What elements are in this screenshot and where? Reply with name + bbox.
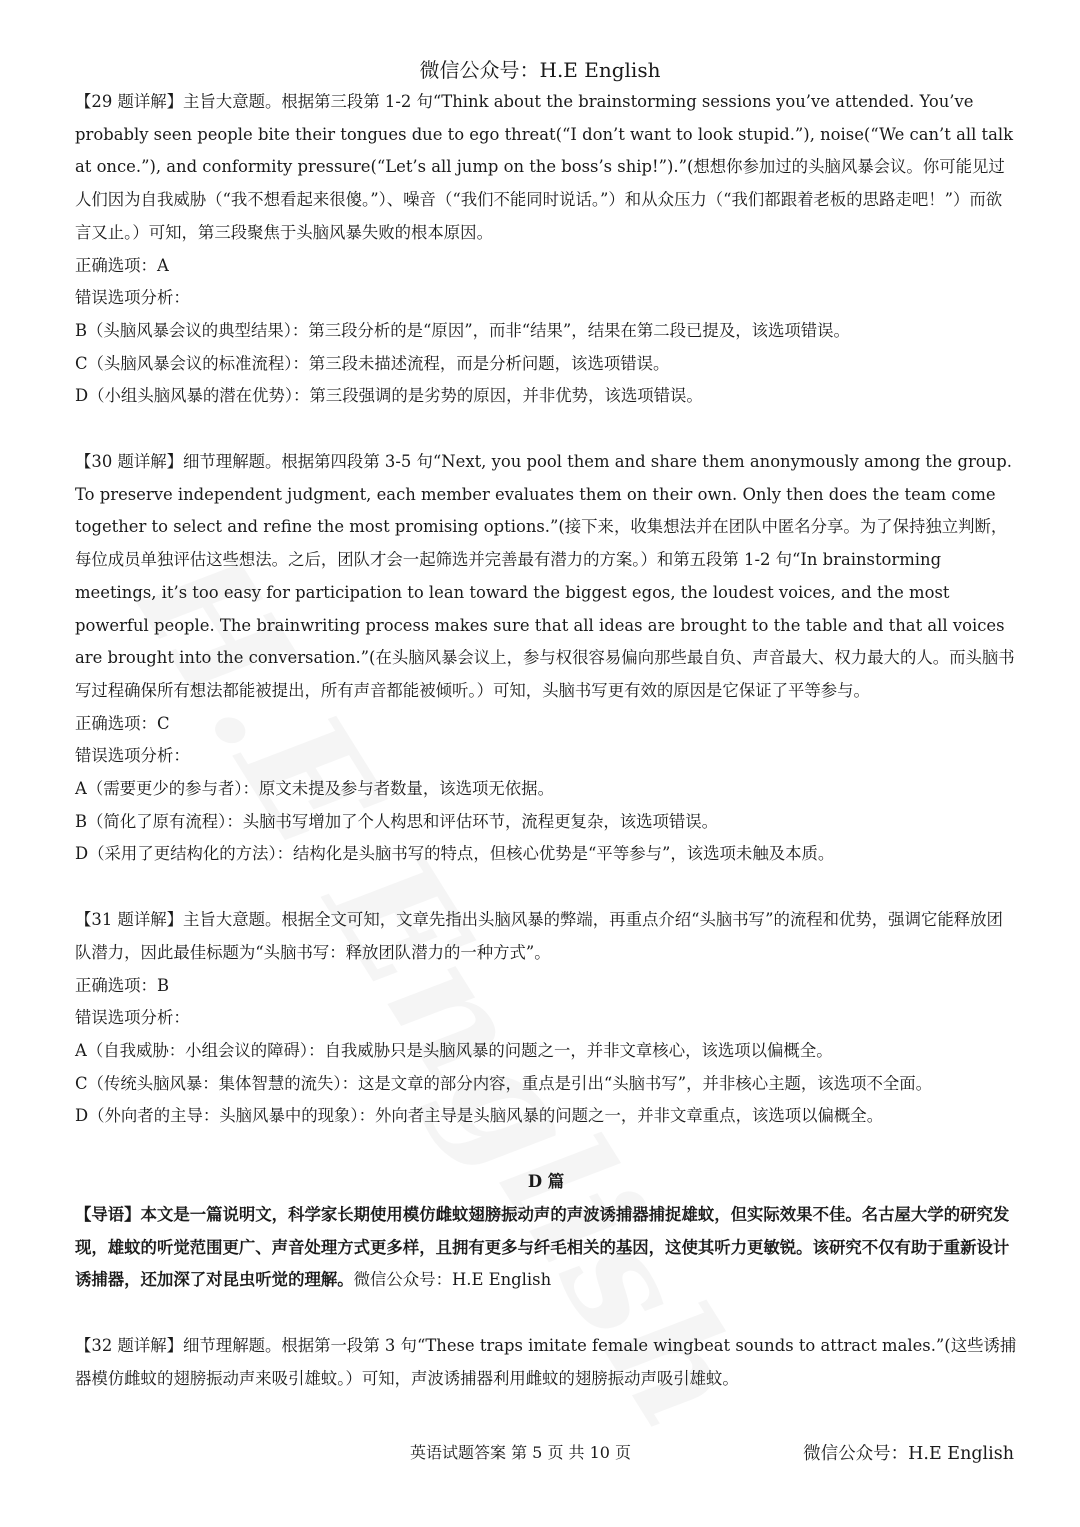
- lead-suffix: 微信公众号：H.E English: [353, 1270, 552, 1290]
- document-body: [75, 86, 1017, 1395]
- q29-answer: 正确选项：A: [75, 255, 169, 275]
- q29-analysis-label: 错误选项分析：: [75, 288, 190, 308]
- spacer: [75, 871, 1017, 904]
- q31-answer: 正确选项：B: [75, 975, 169, 995]
- q31-analysis: 【31 题详解】主旨大意题。根据全文可知，文章先指出头脑风暴的弊端，再重点介绍“头脑书写”的流程和优势，强调它能释放团队潜力，因此最佳标题为“头脑书写：释放团队潜力的一种方式”。: [75, 910, 1003, 962]
- q29-option-b: B（头脑风暴会议的典型结果）：第三段分析的是“原因”，而非“结果”，结果在第二段已提及，该选项错误。: [75, 320, 850, 340]
- q30-option-b: B（简化了原有流程）：头脑书写增加了个人构思和评估环节，流程更复杂，该选项错误。: [75, 811, 719, 831]
- q30-analysis: 【30 题详解】细节理解题。根据第四段第 3-5 句“Next, you pool them and share them anonymously among the group. To preserve independent judgment, each member evaluates them on their own. Only then does the team come together to select and refine the most promising options.”(接下来，收集想法并在团队中匿名分享。为了保持独立判断，每位成员单独评估这些想法。之后，团队才会一起筛选并完善最有潜力的方案。）和第五段第 1-2 句“In brainstorming meetings, it’s too easy for participation to lean toward the biggest egos, the loudest voices, and the most powerful people. The brainwriting process makes sure that all ideas are brought to the table and that all voices are brought into the conversation.”(在头脑风暴会议上，参与权很容易偏向那些最自负、声音最大、权力最大的人。而头脑书写过程确保所有想法都能被提出，所有声音都能被倾听。）可知，头脑书写更有效的原因是它保证了平等参与。: [75, 452, 1015, 700]
- page-footer: [0, 1440, 1080, 1468]
- q31-option-d: D（外向者的主导：头脑风暴中的现象）：外向者主导是头脑风暴的问题之一，并非文章重点，该选项以偏概全。: [75, 1106, 884, 1126]
- section-d: [75, 1166, 1017, 1297]
- q31-option-c: C（传统头脑风暴：集体智慧的流失）：这是文章的部分内容，重点是引出“头脑书写”，并非核心主题，该选项不全面。: [75, 1073, 933, 1093]
- q29-option-c: C（头脑风暴会议的标准流程）：第三段未描述流程，而是分析问题，该选项错误。: [75, 353, 670, 373]
- section-d-lead: [75, 1199, 1017, 1297]
- q30-analysis-label: 错误选项分析：: [75, 746, 190, 766]
- spacer: [75, 1297, 1017, 1330]
- question-31-explanation: [75, 904, 1017, 1133]
- question-29-explanation: [75, 86, 1017, 413]
- page-number: 英语试题答案 第 5 页 共 10 页: [410, 1443, 632, 1462]
- spacer: [75, 413, 1017, 446]
- q30-answer: 正确选项：C: [75, 713, 170, 733]
- q30-option-a: A（需要更少的参与者）：原文未提及参与者数量，该选项无依据。: [75, 779, 554, 799]
- q29-analysis: 【29 题详解】主旨大意题。根据第三段第 1-2 句“Think about the brainstorming sessions you’ve attended. You’ve probably seen people bite their tongues due to ego threat(“I don’t want to look stupid.”), noise(“We can’t all talk at once.”), and conformity pressure(“Let’s all jump on the boss’s ship!”).”(想想你参加过的头脑风暴会议。你可能见过人们因为自我威胁（“我不想看起来很傻。”）、噪音（“我们不能同时说话。”）和从众压力（“我们都跟着老板的思路走吧！”）而欲言又止。）可知，第三段聚焦于头脑风暴失败的根本原因。: [75, 92, 1014, 242]
- lead-text: 【导语】本文是一篇说明文，科学家长期使用模仿雌蚊翅膀振动声的声波诱捕器捕捉雄蚊，但实际效果不佳。名古屋大学的研究发现，雄蚊的听觉范围更广、声音处理方式更多样，且拥有更多与纤毛相关的基因，这使其听力更敏锐。该研究不仅有助于重新设计诱捕器，还加深了对昆虫听觉的理解。: [75, 1204, 1010, 1290]
- question-30-explanation: [75, 446, 1017, 871]
- footer-wechat: 微信公众号：H.E English: [803, 1444, 1014, 1464]
- q31-option-a: A（自我威胁：小组会议的障碍）：自我威胁只是头脑风暴的问题之一，并非文章核心，该选项以偏概全。: [75, 1040, 833, 1060]
- question-32-explanation: [75, 1330, 1017, 1395]
- section-d-title: D 篇: [527, 1172, 565, 1192]
- q32-analysis: 【32 题详解】细节理解题。根据第一段第 3 句“These traps imitate female wingbeat sounds to attract males.”(这些诱捕器模仿雌蚊的翅膀振动声来吸引雄蚊。）可知，声波诱捕器利用雌蚊的翅膀振动声吸引雄蚊。: [75, 1335, 1017, 1388]
- q30-option-d: D（采用了更结构化的方法）：结构化是头脑书写的特点，但核心优势是“平等参与”，该选项未触及本质。: [75, 844, 835, 864]
- spacer: [75, 1133, 1017, 1166]
- page-header: 微信公众号：H.E English: [419, 58, 661, 82]
- q29-option-d: D（小组头脑风暴的潜在优势）：第三段强调的是劣势的原因，并非优势，该选项错误。: [75, 386, 703, 406]
- q31-analysis-label: 错误选项分析：: [75, 1008, 190, 1028]
